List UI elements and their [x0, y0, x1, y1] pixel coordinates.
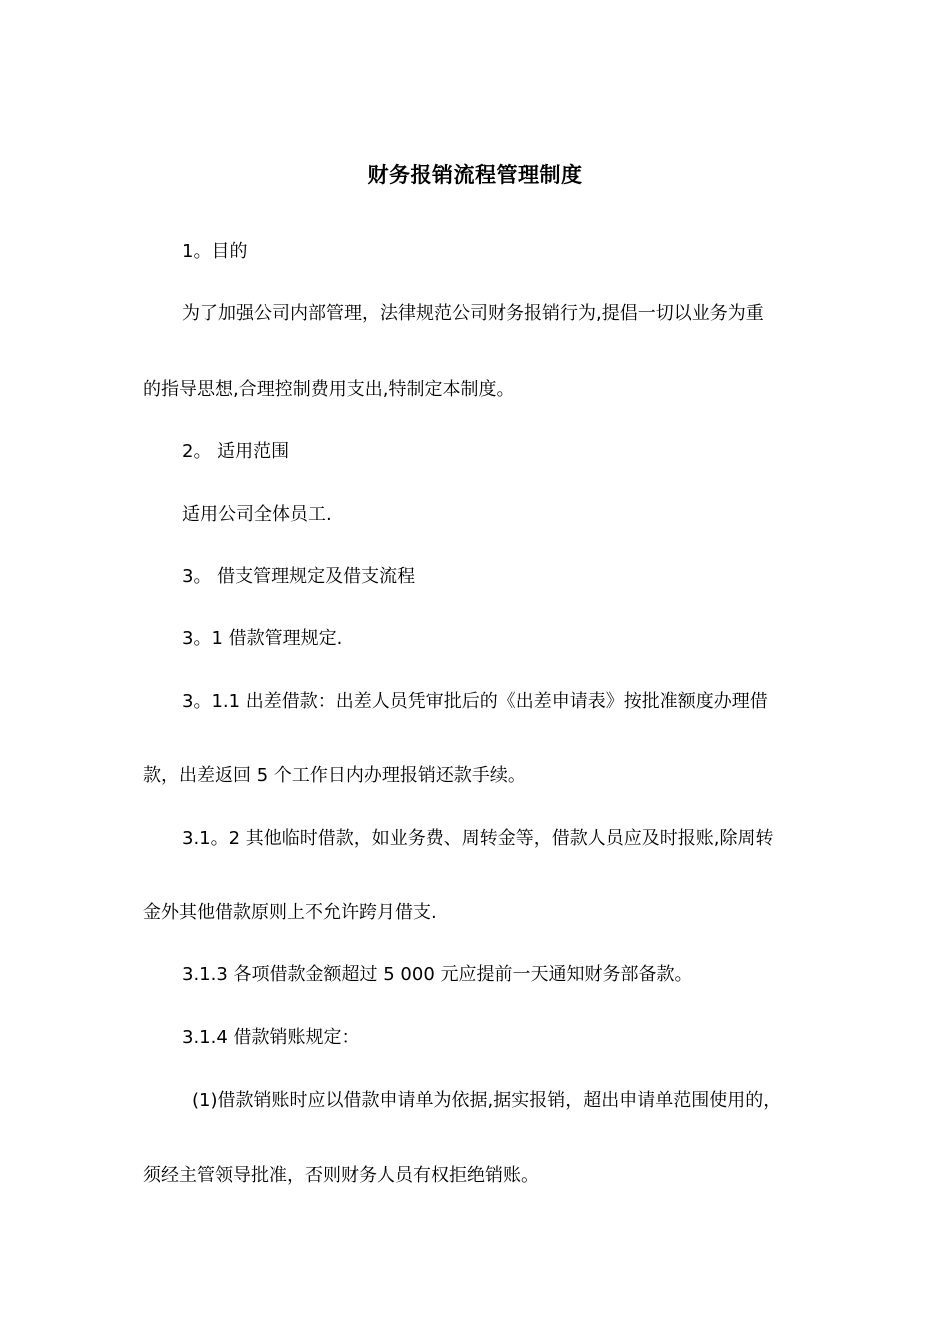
section-2-heading: 2。 适用范围: [182, 441, 290, 462]
paragraph-line: 款，出差返回 5 个工作日内办理报销还款手续。: [143, 765, 526, 786]
paragraph-line: 适用公司全体员工.: [182, 504, 332, 525]
paragraph-line: 3。1.1 出差借款：出差人员凭审批后的《出差申请表》按批准额度办理借: [182, 691, 768, 712]
paragraph-line: (1)借款销账时应以借款申请单为依据,据实报销，超出申请单范围使用的，: [192, 1090, 782, 1111]
paragraph-line: 3.1.3 各项借款金额超过 5 000 元应提前一天通知财务部备款。: [182, 964, 693, 985]
paragraph-line: 须经主管领导批准，否则财务人员有权拒绝销账。: [143, 1165, 539, 1186]
paragraph-line: 金外其他借款原则上不允许跨月借支.: [143, 902, 437, 923]
section-3-heading: 3。 借支管理规定及借支流程: [182, 566, 416, 587]
section-1-heading: 1。目的: [182, 241, 248, 262]
paragraph-line: 为了加强公司内部管理，法律规范公司财务报销行为,提倡一切以业务为重: [182, 303, 764, 324]
paragraph-line: 3.1。2 其他临时借款，如业务费、周转金等，借款人员应及时报账,除周转: [182, 828, 774, 849]
subsection-heading: 3。1 借款管理规定.: [182, 628, 343, 649]
document-title: 财务报销流程管理制度: [367, 163, 583, 187]
paragraph-line: 3.1.4 借款销账规定：: [182, 1027, 360, 1048]
paragraph-line: 的指导思想,合理控制费用支出,特制定本制度。: [143, 379, 515, 400]
